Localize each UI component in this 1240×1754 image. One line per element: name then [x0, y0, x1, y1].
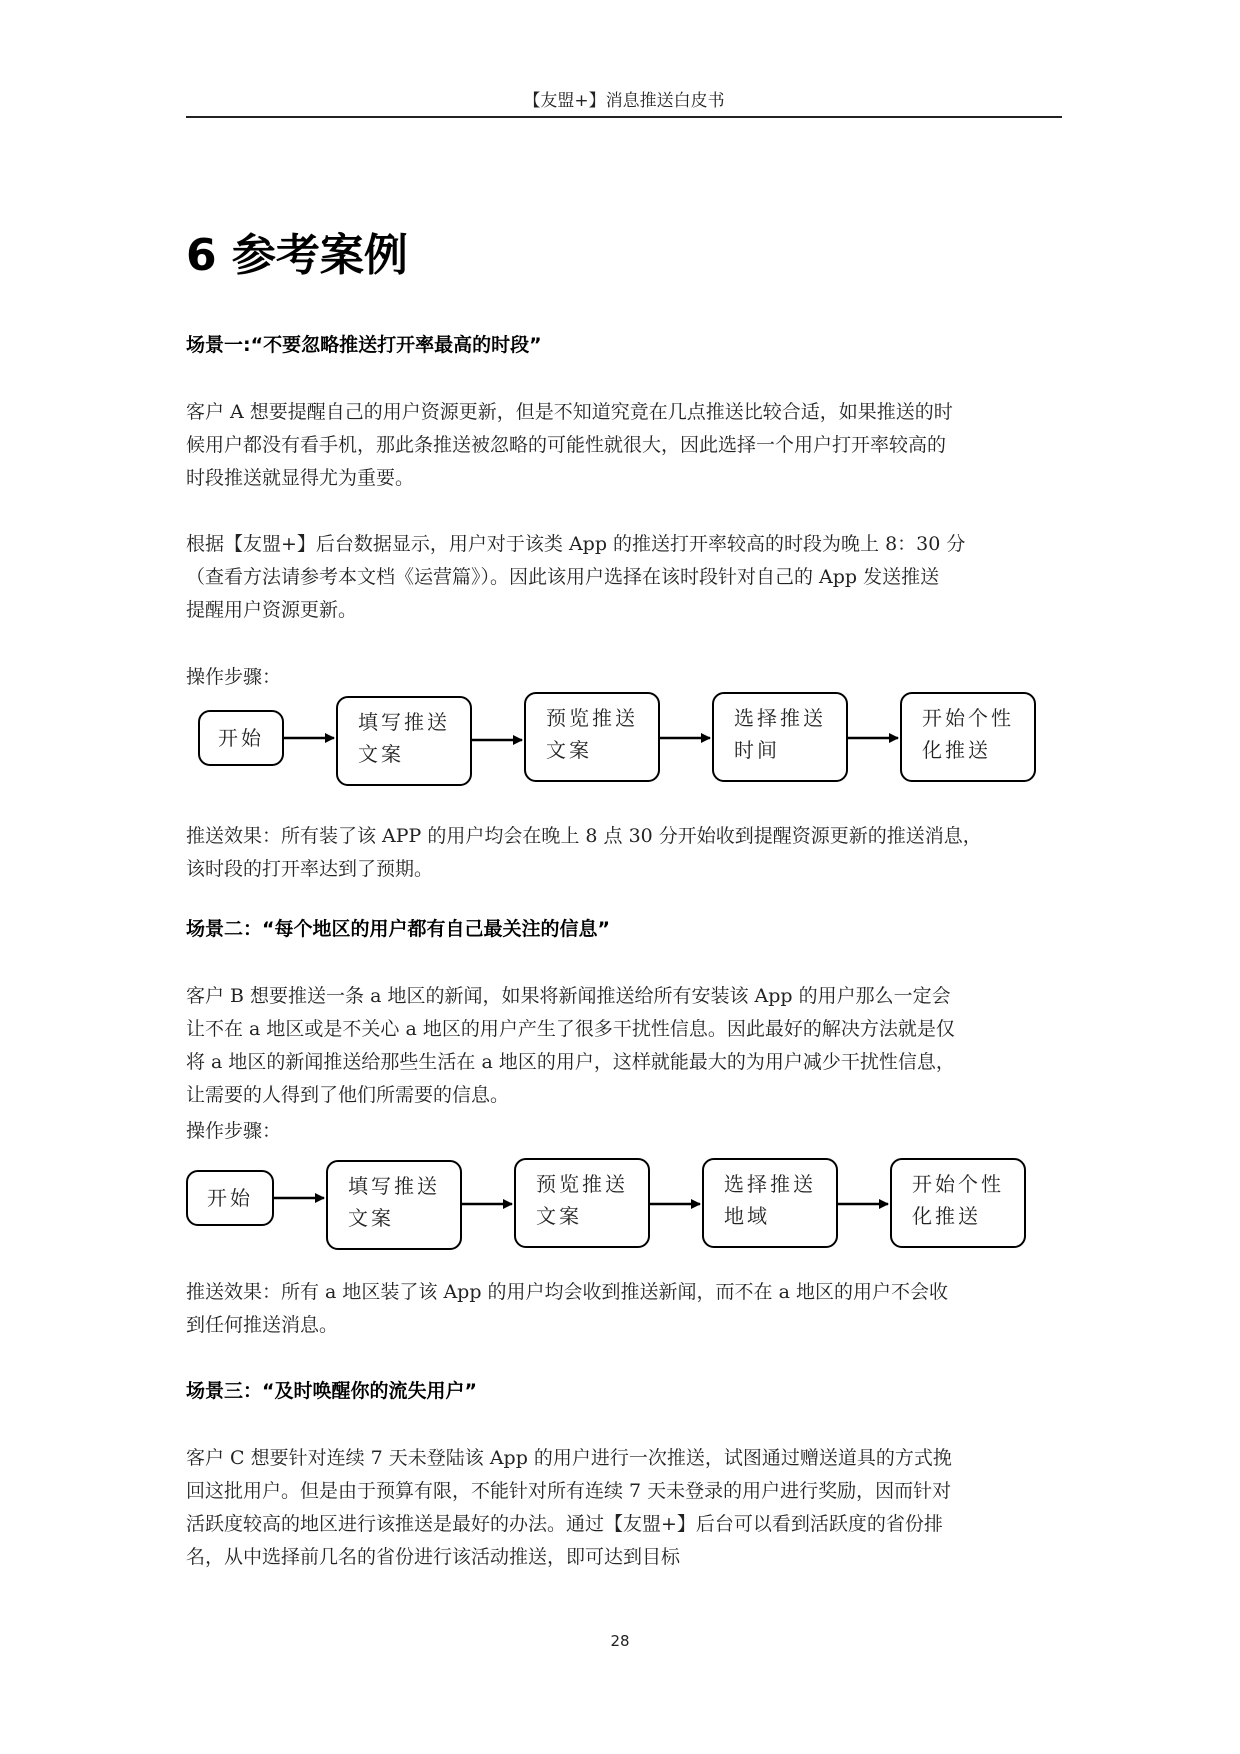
text-line: 客户 B 想要推送一条 a 地区的新闻，如果将新闻推送给所有安装该 App 的用户那么一定会	[186, 985, 951, 1007]
flow1-step-start	[198, 710, 284, 766]
scenario-1-paragraph-2	[186, 528, 1062, 627]
scenario-1-title: 场景一:“不要忽略推送打开率最高的时段”	[186, 334, 542, 356]
text-line: 让不在 a 地区或是不关心 a 地区的用户产生了很多干扰性信息。因此最好的解决方法就是仅	[186, 1018, 955, 1040]
flow-step-label: 文案	[536, 1204, 582, 1228]
flow-step-label: 开始个性	[922, 706, 1014, 730]
text-line: 让需要的人得到了他们所需要的信息。	[186, 1084, 510, 1106]
text-line: 客户 C 想要针对连续 7 天未登陆该 App 的用户进行一次推送，试图通过赠送道具的方式挽	[186, 1447, 952, 1469]
flow1-step-start-personalized	[900, 692, 1036, 782]
scenario-1-effect	[186, 820, 1062, 886]
flow-step-label: 化推送	[922, 738, 991, 762]
scenario-3-title: 场景三：“及时唤醒你的流失用户”	[186, 1380, 477, 1402]
text-line: 时段推送就显得尤为重要。	[186, 467, 415, 489]
flow-step-label: 选择推送	[734, 706, 826, 730]
page-number: 28	[610, 1632, 630, 1650]
text-line: 名，从中选择前几名的省份进行该活动推送，即可达到目标	[186, 1546, 681, 1568]
text-line: 活跃度较高的地区进行该推送是最好的办法。通过【友盟+】后台可以看到活跃度的省份排	[186, 1513, 943, 1535]
flow-step-label: 开始个性	[912, 1172, 1004, 1196]
text-line: 将 a 地区的新闻推送给那些生活在 a 地区的用户，这样就能最大的为用户减少干扰性信息，	[186, 1051, 955, 1073]
flow-step-label: 选择推送	[724, 1172, 816, 1196]
flow2-step-select-region	[702, 1158, 838, 1248]
flow2-step-fill-content	[326, 1160, 462, 1250]
flow1-step-fill-content	[336, 696, 472, 786]
flow2-step-start-personalized	[890, 1158, 1026, 1248]
scenario-3-paragraph	[186, 1442, 1062, 1574]
flow2-step-start	[186, 1170, 274, 1226]
text-line: （查看方法请参考本文档《运营篇》）。因此该用户选择在该时段针对自己的 App 发送推送	[186, 566, 940, 588]
flow-step-label: 文案	[358, 742, 404, 766]
flow-step-label: 开始	[207, 1186, 253, 1210]
text-line: 根据【友盟+】后台数据显示，用户对于该类 App 的推送打开率较高的时段为晚上 8：30 分	[186, 533, 966, 555]
scenario-1-paragraph-1	[186, 396, 1062, 495]
flow-step-label: 预览推送	[546, 706, 638, 730]
scenario-2-title: 场景二：“每个地区的用户都有自己最关注的信息”	[186, 918, 610, 940]
flow-step-label: 化推送	[912, 1204, 981, 1228]
text-line: 提醒用户资源更新。	[186, 599, 358, 621]
flow-step-label: 填写推送	[358, 710, 450, 734]
text-line: 到任何推送消息。	[186, 1314, 339, 1336]
flow-step-label: 开始	[218, 726, 264, 750]
text-line: 推送效果：所有 a 地区装了该 App 的用户均会收到推送新闻，而不在 a 地区的用户不会收	[186, 1281, 948, 1303]
chapter-title: 6 参考案例	[186, 230, 408, 281]
scenario-2-steps-label: 操作步骤：	[186, 1120, 282, 1142]
flow-step-label: 填写推送	[348, 1174, 440, 1198]
flow-step-label: 文案	[348, 1206, 394, 1230]
flow-step-label: 预览推送	[536, 1172, 628, 1196]
text-line: 回这批用户。但是由于预算有限，不能针对所有连续 7 天未登录的用户进行奖励，因而针对	[186, 1480, 952, 1502]
scenario-1-steps-label: 操作步骤：	[186, 666, 282, 688]
flow-step-label: 地域	[724, 1204, 770, 1228]
text-line: 推送效果：所有装了该 APP 的用户均会在晚上 8 点 30 分开始收到提醒资源更新的推送消息，	[186, 825, 982, 847]
flow-step-label: 时间	[734, 738, 780, 762]
text-line: 客户 A 想要提醒自己的用户资源更新，但是不知道究竟在几点推送比较合适，如果推送的时	[186, 401, 953, 423]
flow1-step-select-time	[712, 692, 848, 782]
flow2-step-preview-content	[514, 1158, 650, 1248]
flow-step-label: 文案	[546, 738, 592, 762]
scenario-2-effect	[186, 1276, 1062, 1342]
text-line: 该时段的打开率达到了预期。	[186, 858, 434, 880]
text-line: 候用户都没有看手机，那此条推送被忽略的可能性就很大，因此选择一个用户打开率较高的	[186, 434, 947, 456]
page-header: 【友盟+】消息推送白皮书	[186, 88, 1062, 118]
flow1-step-preview-content	[524, 692, 660, 782]
scenario-2-paragraph	[186, 980, 1062, 1112]
